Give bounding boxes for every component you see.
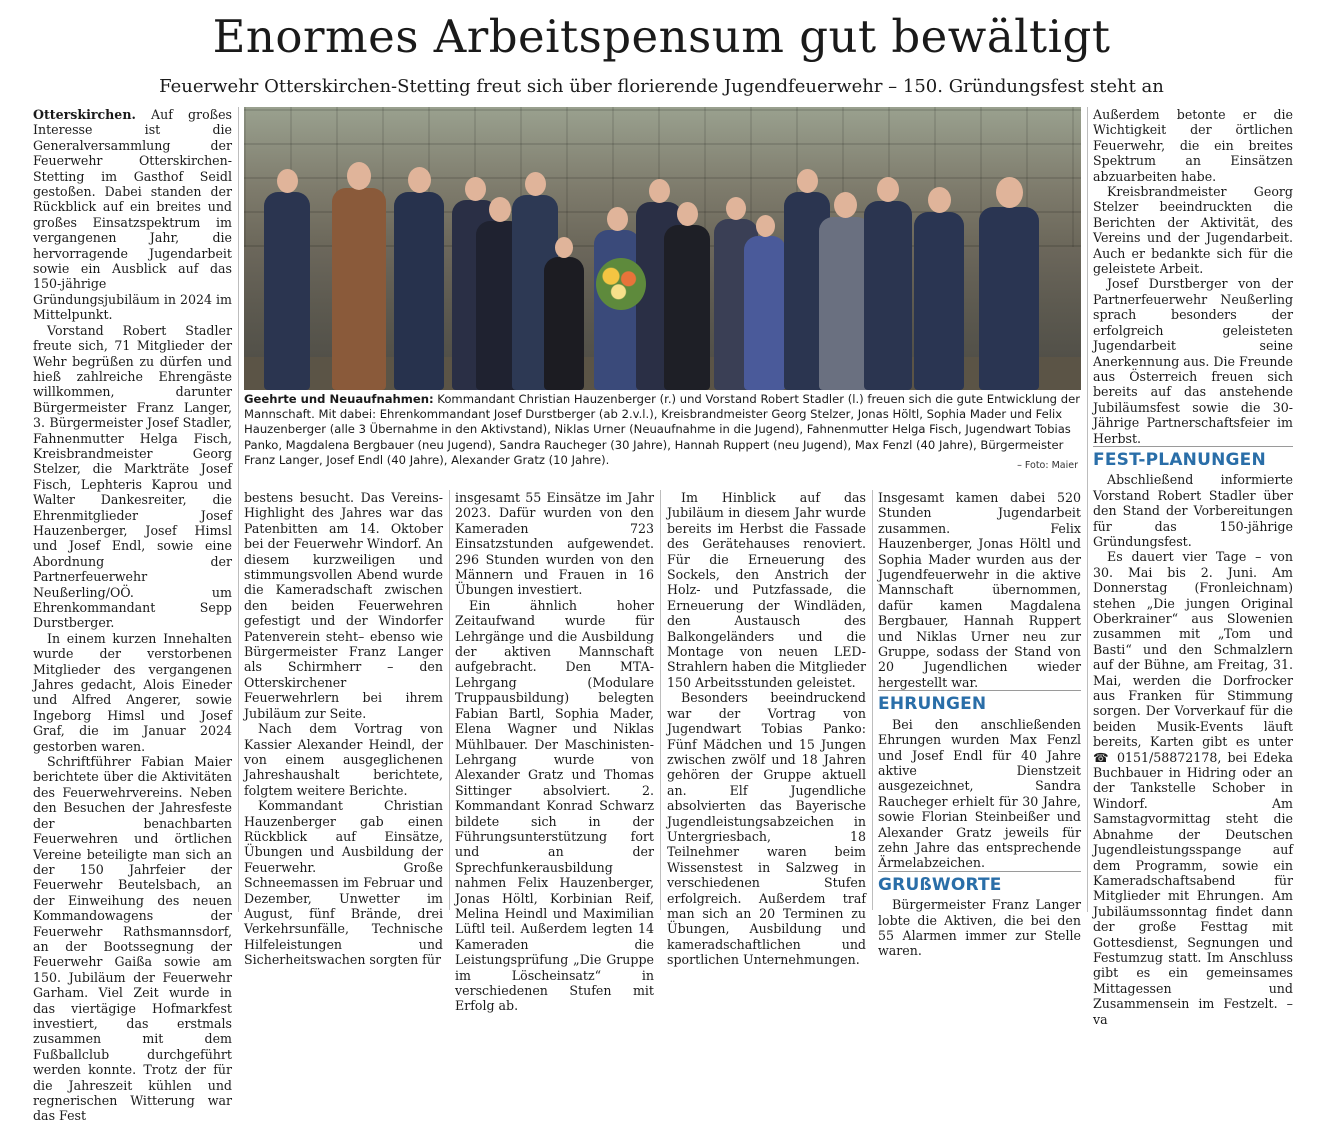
person-head <box>797 169 818 193</box>
person-body <box>544 257 584 390</box>
person-figure <box>332 162 386 390</box>
paragraph: Ein ähnlich hoher Zeitaufwand wurde für Lehrgänge und die Ausbildung der aktiven Mannschaft aufgebracht. Den MTA-Lehrgang (Modulare Truppausbildung) belegten Fabian Bartl, Sophia Mader, Elena Wagner und Niklas Mühlbauer. Der Maschinisten-Lehrgang wurde von Alexander Gratz und Thomas Sittinger absolviert. 2. Kommandant Konrad Schwarz bildete sich in der Führungsunterstützung fort und an der Sprechfunkerausbildung nahmen Felix Hauzenberger, Jonas Höltl, Korbinian Reif, Melina Heindl und Maximilian Lüftl teil. Außerdem legten 14 Kameraden die Leistungsprüfung „Die Gruppe im Löscheinsatz“ in verschiedenen Stufen mit Erfolg ab. <box>455 597 654 1014</box>
paragraph: Im Hinblick auf das Jubiläum in diesem Jahr wurde bereits im Herbst die Fassade des Gerätehauses renoviert. Für die Erneuerung des Sockels, den Anstrich der Holz- und Putzfassade, die Erneuerung der Windläden, den Austausch des Balkongeländers und die Montage von neuen LED-Strahlern haben die Mitglieder 150 Arbeitsstunden geleistet. <box>667 490 866 690</box>
person-body <box>394 192 444 390</box>
person-figure <box>664 202 710 390</box>
column-divider <box>449 490 450 910</box>
person-body <box>744 236 786 390</box>
person-body <box>914 212 964 390</box>
person-head <box>607 207 628 231</box>
text-column-1 <box>33 107 232 1124</box>
section-rule <box>1093 446 1293 447</box>
person-head <box>555 237 573 258</box>
person-body <box>264 192 310 390</box>
photo-credit: – Foto: Maier <box>1017 460 1078 471</box>
column-divider <box>238 107 239 912</box>
person-head <box>649 179 670 203</box>
person-head <box>525 172 546 196</box>
caption-text: Kommandant Christian Hauzenberger (r.) und Vorstand Robert Stadler (l.) freuen sich die gute Entwicklung der Mannschaft. Mit dabei: Ehrenkommandant Josef Durstberger (ab 2.v.l.), Kreisbrandmeister Georg Stelzer, Jonas Höltl, Sophia Mader und Felix Hauzenberger (alle 3 Übernahme in den Aktivstand), Niklas Urner (Neuaufnahme in die Jugend), Fahnenmutter Helga Fisch, Jugendwart Tobias Panko, Magdalena Bergbauer (neu Jugend), Sandra Raucheger (30 Jahre), Hannah Ruppert (neu Jugend), Max Fenzl (40 Jahre), Bürgermeister Franz Langer, Josef Endl (40 Jahre), Alexander Gratz (10 Jahre). <box>244 392 1080 467</box>
person-head <box>408 167 431 193</box>
section-heading-ehrungen: EHRUNGEN <box>878 694 987 715</box>
person-head <box>996 177 1023 208</box>
text-column-5 <box>878 490 1081 959</box>
article-subheadline: Feuerwehr Otterskirchen-Stetting freut sich über florierende Jugendfeuerwehr – 150. Gründungsfest steht an <box>159 76 1164 97</box>
paragraph: In einem kurzen Innehalten wurde der verstorbenen Mitglieder des vergangenen Jahres gedacht, Alois Eineder und Alfred Angerer, sowie Ingeborg Himsl und Josef Graf, die im Januar 2024 gestorben waren. <box>33 630 232 754</box>
text-column-2 <box>244 490 443 968</box>
caption-lead: Geehrte und Neuaufnahmen: <box>244 392 434 406</box>
column-divider <box>1087 107 1088 912</box>
person-head <box>834 192 857 218</box>
paragraph: Bürgermeister Franz Langer lobte die Aktiven, die bei den 55 Alarmen immer zur Stelle waren. <box>878 897 1081 959</box>
column-divider <box>872 490 873 910</box>
person-body <box>332 188 386 390</box>
paragraph: insgesamt 55 Einsätze im Jahr 2023. Dafür wurden von den Kameraden 723 Einsatzstunden aufgewendet. 296 Stunden wurden von den Männern und Frauen in 16 Übungen investiert. <box>455 490 654 598</box>
paragraph: Kreisbrandmeister Georg Stelzer beeindruckten die Berichten der Aktivität, des Vereins und der Jugendarbeit. Auch er bedankte sich für die geleistete Arbeit. <box>1093 184 1293 277</box>
person-head <box>877 177 899 202</box>
person-head <box>928 187 951 213</box>
person-head <box>347 162 371 190</box>
text-column-3 <box>455 490 654 1014</box>
dateline: Otterskirchen. <box>33 107 136 122</box>
section-rule <box>878 871 1081 872</box>
text-column-4 <box>667 490 866 968</box>
paragraph: Vorstand Robert Stadler freute sich, 71 Mitglieder der Wehr begrüßen zu dürfen und hieß zahlreiche Ehrengäste willkommen, darunter Bürgermeister Franz Langer, 3. Bürgermeister Josef Stadler, Fahnenmutter Helga Fisch, Kreisbrandmeister Georg Stelzer, die Markträte Josef Fisch, Lephteris Kaprou und Walter Dankesreiter, die Ehrenmitglieder Josef Hauzenberger, Josef Himsl und Josef Endl, sowie eine Abordnung der Partnerfeuerwehr Neußerling/OÖ. um Ehrenkommandant Sepp Durstberger. <box>33 322 232 631</box>
paragraph: Nach dem Vortrag von Kassier Alexander Heindl, der von einem ausgeglichenen Jahreshaushalt berichtete, folgtem weitere Berichte. <box>244 721 443 798</box>
person-head <box>726 197 746 220</box>
article-headline: Enormes Arbeitspensum gut bewältigt <box>212 10 1111 63</box>
paragraph-text: Es dauert vier Tage – von 30. Mai bis 2. Juni. Am Donnerstag (Fronleichnam) stehen „Die jungen Original Oberkrainer“ aus Slowenien zusammen mit „Tom und Basti“ und den Schmalzlern auf der Bühne, am Freitag, 31. Mai, werden die Dorfrocker aus Franken für Stimmung sorgen. Der Vorverkauf für die beiden Musik-Events läuft bereits, Karten gibt es unter ☎ 0151/58872178, bei Edeka Buchbauer in Hidring oder an der Tankstelle Schober in Windorf. Am Samstagvormittag steht die Abnahme der Deutschen Jugendleistungsspange auf dem Programm, sowie ein Kameradschaftsabend für Mitglieder mit Ehrungen. Am Jubiläumssonntag findet dann der große Festtag mit Gottesdienst, Segnungen und Festumzug statt. Im Anschluss gibt es ein gemeinsames Mittagessen und Zusammensein im Festzelt. <box>1093 549 1293 1012</box>
paragraph: bestens besucht. Das Vereins-Highlight des Jahres war das Patenbitten am 14. Oktober bei der Feuerwehr Windorf. An diesem kurzweiligen und stimmungsvollen Abend wurde die Kameradschaft zwischen den beiden Feuerwehren gefestigt und der Windorfer Patenverein steht– ebenso wie Bürgermeister Franz Langer als Schirmherr – den Otterskirchener Feuerwehrlern bei ihrem Jubiläum zur Seite. <box>244 490 443 721</box>
paragraph: Kommandant Christian Hauzenberger gab einen Rückblick auf Einsätze, Übungen und Ausbildung der Feuerwehr. Große Schneemassen im Februar und Dezember, Unwetter im August, fünf Brände, drei Verkehrsunfälle, Technische Hilfeleistungen und Sicherheitswachen sorgten für <box>244 798 443 968</box>
person-head <box>277 169 298 193</box>
person-figure <box>979 177 1039 390</box>
paragraph-text: Auf großes Interesse ist die Generalversammlung der Feuerwehr Otterskirchen-Stetting im Gasthof Seidl gestoßen. Dabei standen der Rückblick auf ein breites und großes Einsatzspektrum im vergangenen Jahr, die hervorragende Jugendarbeit sowie ein Ausblick auf das 150-jährige Gründungsjubiläum in 2024 im Mittelpunkt. <box>33 107 232 323</box>
person-body <box>864 201 912 390</box>
paragraph <box>1093 549 1293 1027</box>
group-photo <box>244 107 1081 390</box>
paragraph: Insgesamt kamen dabei 520 Stunden Jugendarbeit zusammen. Felix Hauzenberger, Jonas Höltl und Sophia Mader wurden aus der Jugendfeuerwehr in die aktive Mannschaft übernommen, dafür kamen Magdalena Bergbauer, Hannah Ruppert und Niklas Urner neu zur Gruppe, sodass der Stand von 20 Jugendlichen wieder hergestellt war. <box>878 490 1081 690</box>
person-figure <box>864 177 912 390</box>
flower-bouquet <box>596 258 646 310</box>
person-body <box>594 230 640 390</box>
person-figure <box>264 169 310 390</box>
column-divider <box>660 490 661 910</box>
paragraph: Schriftführer Fabian Maier berichtete über die Aktivitäten des Feuerwehrvereins. Neben den Besuchen der Jahresfeste der benachbarten Feuerwehren und örtlichen Vereine beteiligte man sich an der 150 Jahrfeier der Feuerwehr Beutelsbach, an der Einweihung des neuen Kommandowagens der Feuerwehr Rathsmannsdorf, an der Bootssegnung der Feuerwehr Gaißa sowie am 150. Jubiläum der Feuerwehr Garham. Viel Zeit wurde in das viertägige Hofmarkfest investiert, das erstmals zusammen mit dem Fußballclub durchgeführt werden konnte. Trotz der für die Jahreszeit kühlen und regnerischen Witterung war das Fest <box>33 754 232 1124</box>
person-body <box>979 207 1039 390</box>
paragraph: Bei den anschließenden Ehrungen wurden Max Fenzl und Josef Endl für 40 Jahre aktive Dienstzeit ausgezeichnet, Sandra Raucheger erhielt für 30 Jahre, sowie Florian Steinbeißer und Alexander Gratz jeweils für zehn Jahre das entsprechende Ärmelabzeichen. <box>878 716 1081 871</box>
paragraph: Josef Durstberger von der Partnerfeuerwehr Neußerling sprach besonders der erfolgreich geleisteten Jugendarbeit seine Anerkennung aus. Die Freunde aus Österreich freuen sich bereits auf das anstehende Jubiläumsfest sowie die 30-Jährige Partnerschaftsfeier im Herbst. <box>1093 276 1293 446</box>
person-head <box>677 202 698 226</box>
person-head <box>756 215 775 237</box>
person-figure <box>914 187 964 390</box>
section-heading-fest-planungen: FEST-PLANUNGEN <box>1093 449 1266 470</box>
section-rule <box>878 690 1081 691</box>
person-body <box>664 225 710 390</box>
author-signature: – va <box>1093 996 1293 1027</box>
text-column-6 <box>1093 107 1293 1027</box>
paragraph: Besonders beeindruckend war der Vortrag von Jugendwart Tobias Panko: Fünf Mädchen und 15 Jungen zwischen zwölf und 18 Jahren gehören der Gruppe aktuell an. Elf Jugendliche absolvierten das Bayerische Jugendleistungsabzeichen in Untergriesbach, 18 Teilnehmer waren beim Wissenstest in Salzweg in verschiedenen Stufen erfolgreich. Außerdem traf man sich an 20 Terminen zu Übungen, Ausbildung und kameradschaftlichen und sportlichen Unternehmungen. <box>667 690 866 968</box>
section-heading-grussworte: GRUßWORTE <box>878 874 1002 895</box>
paragraph: Außerdem betonte er die Wichtigkeit der örtlichen Feuerwehr, die ein breites Spektrum an Einsätzen abzuarbeiten habe. <box>1093 107 1293 184</box>
paragraph: Abschließend informierte Vorstand Robert Stadler über den Stand der Vorbereitungen für das 150-jährige Gründungsfest. <box>1093 472 1293 549</box>
person-figure <box>744 215 786 390</box>
paragraph <box>33 107 232 323</box>
person-head <box>489 197 511 222</box>
person-figure <box>544 237 584 390</box>
person-figure <box>394 167 444 390</box>
